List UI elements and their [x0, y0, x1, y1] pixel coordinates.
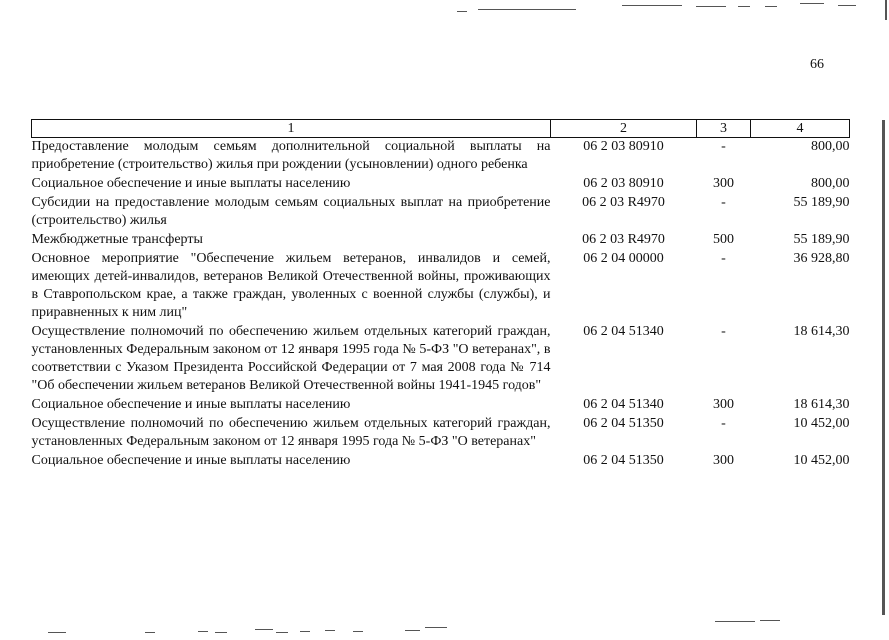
row-amount: 18 614,30 [793, 324, 850, 339]
scan-mark [738, 6, 750, 7]
row-amount: 10 452,00 [793, 416, 850, 431]
scan-mark [425, 627, 447, 628]
row-name: Социальное обеспечение и иные выплаты населению [31, 397, 351, 412]
row-code: 06 2 04 51340 [583, 324, 664, 339]
scan-mark [353, 631, 363, 632]
column-header-name: 1 [32, 120, 551, 138]
scan-mark [696, 6, 726, 7]
table-row [32, 396, 850, 415]
scan-mark [478, 9, 576, 10]
scan-mark [622, 5, 682, 6]
row-amount: 10 452,00 [793, 453, 850, 468]
table-row [32, 323, 850, 396]
table-row [32, 175, 850, 194]
table-header-row [32, 120, 850, 138]
scan-mark [800, 3, 824, 4]
scan-mark [145, 632, 155, 633]
row-name: Осуществление полномочий по обеспечению жильем отдельных категорий граждан, установленных Федеральным законом от 12 января 1995 года № 5-ФЗ "О ветеранах" [31, 416, 551, 449]
scan-mark [838, 5, 856, 6]
row-amount: 36 928,80 [793, 251, 850, 266]
table-row [32, 452, 850, 471]
scan-mark [765, 6, 777, 7]
scan-mark [715, 621, 755, 622]
row-name: Субсидии на предоставление молодым семьям социальных выплат на приобретение (строительство) жилья [31, 195, 551, 228]
row-amount: 55 189,90 [793, 232, 850, 247]
row-code: 06 2 03 R4970 [582, 195, 665, 210]
row-code: 06 2 03 80910 [583, 139, 664, 154]
scan-mark [48, 632, 66, 633]
row-code: 06 2 04 51350 [583, 416, 664, 431]
scan-mark [215, 632, 227, 633]
page-number: 66 [810, 57, 824, 72]
row-name: Основное мероприятие "Обеспечение жильем ветеранов, инвалидов и семей, имеющих детей-инвалидов, ветеранов Великой Отечественной войны, проживающих в Ставропольском крае, а также граждан, уволенных с военной службы (службы), и приравненных к ним лиц" [31, 251, 551, 320]
row-code: 06 2 04 51350 [583, 453, 664, 468]
table-row [32, 194, 850, 231]
table-row [32, 250, 850, 323]
scan-mark [760, 620, 780, 621]
table-row [32, 231, 850, 250]
row-vr: - [721, 324, 726, 339]
row-code: 06 2 03 R4970 [582, 232, 665, 247]
scan-mark [457, 11, 467, 12]
scan-mark [405, 630, 420, 631]
row-code: 06 2 04 51340 [583, 397, 664, 412]
row-vr: - [721, 195, 726, 210]
column-header-amount: 4 [751, 120, 850, 138]
row-name: Осуществление полномочий по обеспечению жильем отдельных категорий граждан, установленных Федеральным законом от 12 января 1995 года № 5-ФЗ "О ветеранах", в соответствии с Указом Президента Российской Федерации от 7 мая 2008 года № 714 "Об обеспечении жильем ветеранов Великой Отечественной войны 1941-1945 годов" [31, 324, 551, 393]
scan-mark [885, 0, 887, 20]
table-row [32, 138, 850, 176]
row-name: Межбюджетные трансферты [31, 232, 203, 247]
scan-mark [198, 631, 208, 632]
row-vr: 300 [713, 176, 734, 191]
column-header-code: 2 [551, 120, 697, 138]
scan-mark [276, 632, 288, 633]
row-vr: - [721, 139, 726, 154]
row-vr: 300 [713, 397, 734, 412]
row-code: 06 2 04 00000 [583, 251, 664, 266]
row-vr: 300 [713, 453, 734, 468]
table-row [32, 415, 850, 452]
row-code: 06 2 03 80910 [583, 176, 664, 191]
row-name: Социальное обеспечение и иные выплаты населению [31, 176, 351, 191]
budget-table [31, 119, 850, 471]
row-vr: - [721, 251, 726, 266]
row-amount: 18 614,30 [793, 397, 850, 412]
row-name: Предоставление молодым семьям дополнительной социальной выплаты на приобретение (строительство) жилья при рождении (усыновлении) одного ребенка [31, 139, 551, 172]
column-header-vr: 3 [697, 120, 751, 138]
row-amount: 55 189,90 [793, 195, 850, 210]
row-vr: - [721, 416, 726, 431]
row-amount: 800,00 [811, 139, 850, 154]
scan-mark [255, 629, 273, 630]
scan-mark [325, 630, 335, 631]
row-vr: 500 [713, 232, 734, 247]
row-amount: 800,00 [811, 176, 850, 191]
scan-mark [300, 631, 310, 632]
scan-mark [882, 120, 885, 615]
row-name: Социальное обеспечение и иные выплаты населению [31, 453, 351, 468]
